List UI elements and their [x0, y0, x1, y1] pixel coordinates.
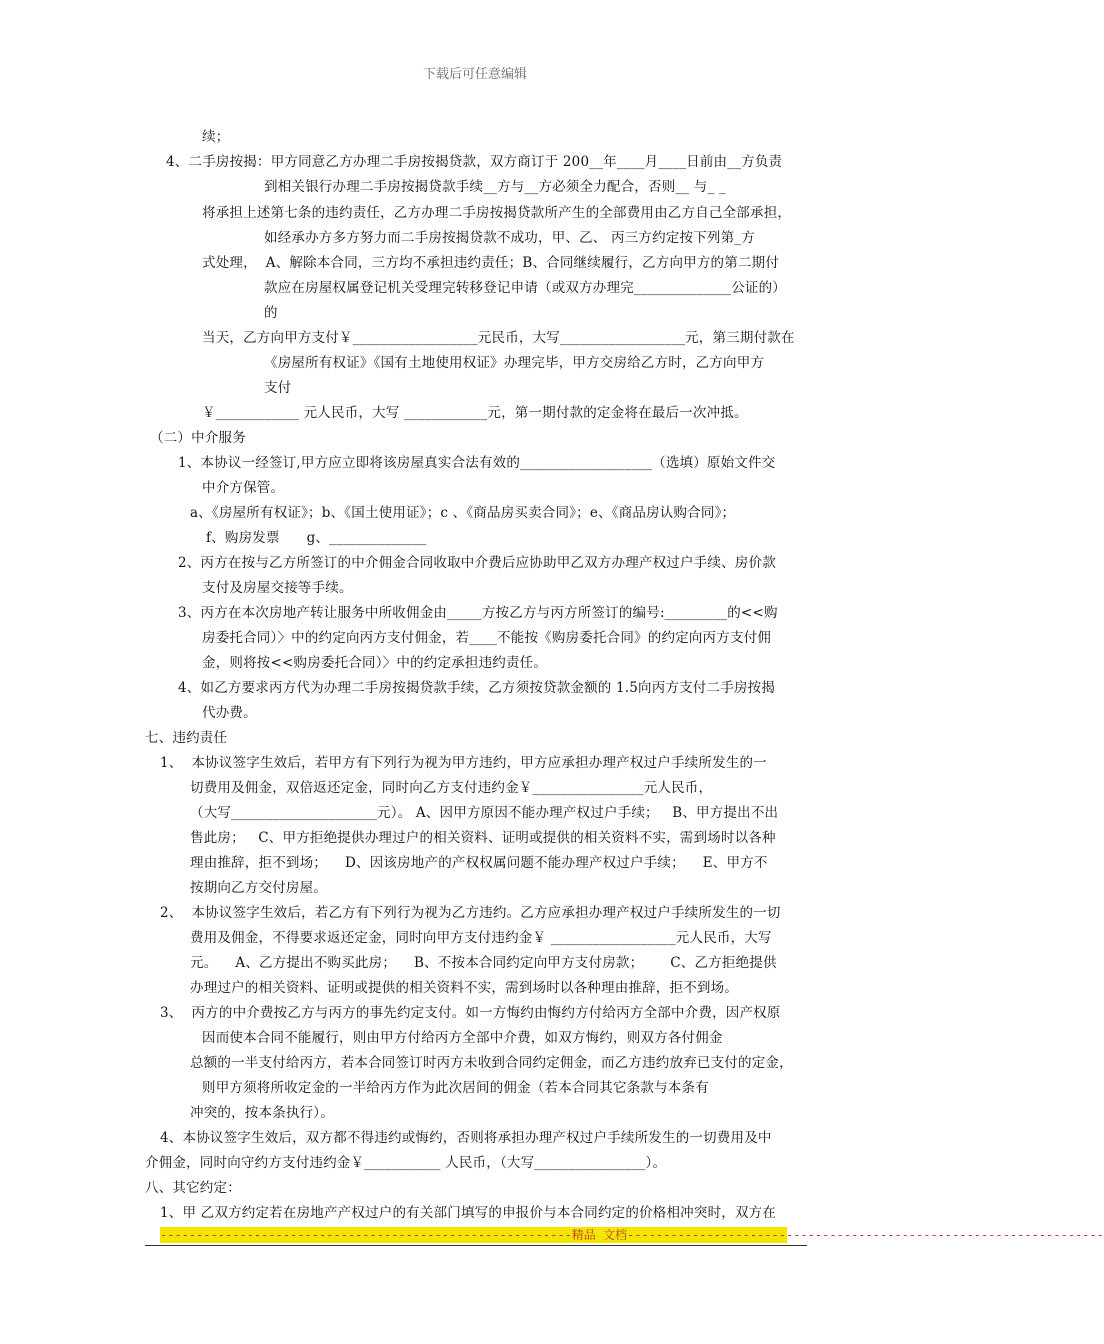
- text-line: 八、其它约定：: [145, 1180, 241, 1196]
- text-line: 《房屋所有权证》《国有土地使用权证》办理完毕，甲方交房给乙方时，乙方向甲方: [264, 355, 765, 371]
- text-line: 冲突的，按本条执行）。: [190, 1105, 334, 1121]
- text-line: 七、违约责任: [145, 730, 228, 746]
- text-line: 式处理， A、解除本合同，三方均不承担违约责任；B、合同继续履行，乙方向甲方的第二期付: [202, 255, 780, 271]
- text-line: 1、 本协议签字生效后，若甲方有下列行为视为甲方违约，甲方应承担办理产权过户手续所发生的一: [160, 755, 767, 771]
- footer-rule: [145, 1245, 807, 1246]
- text-line: 4、本协议签字生效后，双方都不得违约或悔约，否则将承担办理产权过户手续所发生的一切费用及中: [160, 1130, 772, 1146]
- text-line: 总额的一半支付给丙方，若本合同签订时丙方未收到合同约定佣金，而乙方违约放弃已支付的定金，: [190, 1055, 793, 1071]
- text-line: 2、丙方在按与乙方所签订的中介佣金合同收取中介费后应协助甲乙双方办理产权过户手续、房价款: [178, 555, 776, 571]
- text-line: 中介方保管。: [202, 480, 285, 496]
- text-line: 代办费。: [202, 705, 257, 721]
- text-line: 4、二手房按揭：甲方同意乙方办理二手房按揭贷款，双方商订于 200__年____月____日前由__方负责: [166, 154, 783, 170]
- text-line: 元。 A、乙方提出不购买此房； B、不按本合同约定向甲方支付房款； C、乙方拒绝提供: [190, 955, 777, 971]
- text-line: 1、甲 乙双方约定若在房地产产权过户的有关部门填写的申报价与本合同约定的价格相冲突时，双方在: [160, 1205, 777, 1221]
- text-line: 3、 丙方的中介费按乙方与丙方的事先约定支付。如一方悔约由悔约方付给丙方全部中介费，因产权原: [160, 1005, 781, 1021]
- text-line: 因而使本合同不能履行，则由甲方付给丙方全部中介费，如双方悔约，则双方各付佣金: [202, 1030, 723, 1046]
- text-line: 费用及佣金，不得要求返还定金，同时向甲方支付违约金￥ __________________元人民币，大写: [190, 930, 772, 946]
- text-line: 的: [264, 305, 278, 321]
- text-line: 则甲方须将所收定金的一半给丙方作为此次居间的佣金（若本合同其它条款与本条有: [202, 1080, 709, 1096]
- text-line: ￥____________ 元人民币，大写 ____________元，第一期付款的定金将在最后一次冲抵。: [202, 405, 748, 421]
- text-line: 理由推辞，拒不到场； D、因该房地产的产权权属问题不能办理产权过户手续； E、甲方不: [190, 855, 768, 871]
- text-line: 办理过户的相关资料、证明或提供的相关资料不实，需到场时以各种理由推辞，拒不到场。: [190, 980, 738, 996]
- text-line: 金，则将按<<购房委托合同）〉中的约定承担违约责任。: [202, 655, 548, 671]
- text-line: 按期向乙方交付房屋。: [190, 880, 327, 896]
- text-line: （大写_____________________元）。 A、因甲方原因不能办理产权过户手续； B、甲方提出不出: [190, 805, 779, 821]
- text-line: 支付: [264, 380, 292, 396]
- text-line: 当天，乙方向甲方支付￥__________________元民币，大写__________________元，第三期付款在: [202, 330, 795, 346]
- text-line: 3、丙方在本次房地产转让服务中所收佣金由_____方按乙方与丙方所签订的编号:_________的<<购: [178, 605, 778, 621]
- text-line: 介佣金，同时向守约方支付违约金￥___________ 人民币，（大写________________）。: [145, 1155, 667, 1171]
- text-line: 到相关银行办理二手房按揭贷款手续__方与__方必须全力配合，否则__ 与_ _: [264, 179, 726, 195]
- text-line: 4、如乙方要求丙方代为办理二手房按揭贷款手续，乙方须按贷款金额的 1.5向丙方支付二手房按揭: [178, 680, 776, 696]
- text-line: 切费用及佣金，双倍返还定金，同时向乙方支付违约金￥________________元人民币，: [190, 780, 713, 796]
- text-line: 1、本协议一经签订,甲方应立即将该房屋真实合法有效的___________________（选填）原始文件交: [178, 455, 776, 471]
- text-line: 支付及房屋交接等手续。: [202, 580, 353, 596]
- text-line: 续；: [202, 129, 230, 145]
- text-line: a、《房屋所有权证》；b、《国土使用证》；c 、《商品房买卖合同》；e、《商品房认购合同》；: [190, 505, 736, 521]
- text-line: 2、 本协议签字生效后，若乙方有下列行为视为乙方违约。乙方应承担办理产权过户手续所发生的一切: [160, 905, 781, 921]
- text-line: f、购房发票 g、______________: [206, 530, 427, 546]
- page-header: 下载后可任意编辑: [422, 67, 527, 82]
- text-line: 将承担上述第七条的违约责任，乙方办理二手房按揭贷款所产生的全部费用由乙方自己全部承担，: [202, 205, 792, 221]
- text-line: 房委托合同）〉中的约定向丙方支付佣金，若____不能按《购房委托合同》的约定向丙方支付佣: [202, 630, 772, 646]
- text-line: 款应在房屋权属登记机关受理完转移登记申请（或双方办理完______________公证的）: [264, 280, 786, 296]
- text-line: （二）中介服务: [150, 430, 246, 446]
- text-line: 售此房； C、甲方拒绝提供办理过户的相关资料、证明或提供的相关资料不实，需到场时以各种: [190, 830, 776, 846]
- text-line: 如经承办方多方努力而二手房按揭贷款不成功，甲、乙、 丙三方约定按下列第_方: [264, 230, 755, 246]
- page-footer: ---------------------------------------------------------精品 文档------------------------------------------------------------------: [160, 1228, 1104, 1242]
